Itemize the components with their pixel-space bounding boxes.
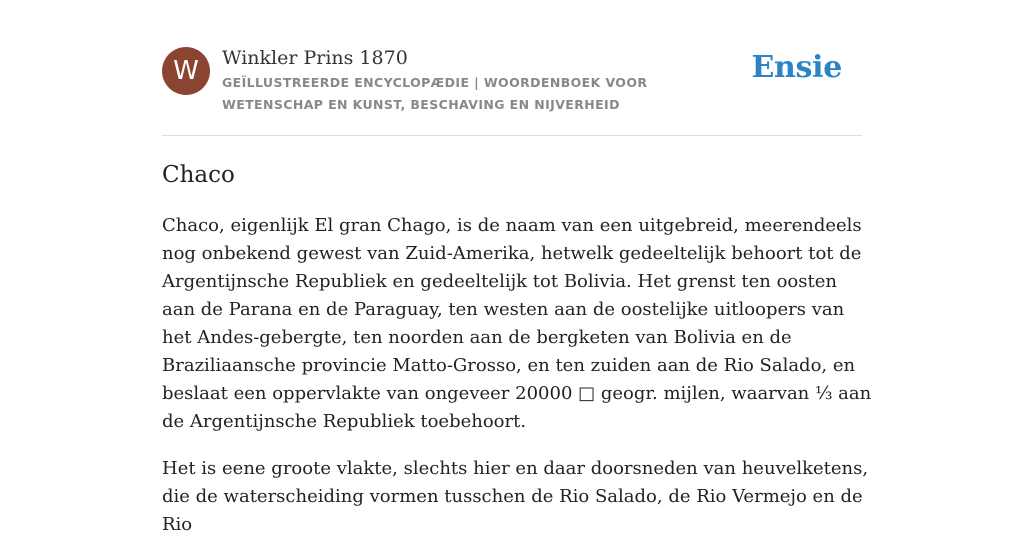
article-paragraph: Chaco, eigenlijk El gran Chago, is de naam van een uitgebreid, meerendeels nog onbekend gewest van Zuid-Amerika, hetwelk gedeeltelijk behoort tot de Argentijnsche Republiek en gedeeltelijk tot Bolivia. Het grenst ten oosten aan de Parana en de Paraguay, ten westen aan de oostelijke uitloopers van het Andes-gebergte, ten noorden aan de bergketen van Bolivia en de Braziliaansche provincie Matto-Grosso, en ten zuiden aan de Rio Salado, en beslaat een oppervlakte van ongeveer 20000 □ geogr. mijlen, waarvan ⅓ aan de Argentijnsche Republiek toebehoort. bbox=[162, 215, 872, 432]
page-header bbox=[162, 46, 862, 116]
brand-logo[interactable]: Ensie bbox=[751, 50, 842, 85]
source-avatar[interactable]: W bbox=[162, 47, 210, 95]
header-divider bbox=[162, 135, 862, 136]
source-title[interactable]: Winkler Prins 1870 bbox=[222, 47, 408, 69]
article-title: Chaco bbox=[162, 162, 235, 188]
source-subtitle: GEÏLLUSTREERDE ENCYCLOPÆDIE | WOORDENBOEK VOOR WETENSCHAP EN KUNST, BESCHAVING EN NIJVERHEID bbox=[222, 75, 648, 112]
article-paragraph: Het is eene groote vlakte, slechts hier en daar doorsneden van heuvelketens, die de waterscheiding vormen tusschen de Rio Salado, de Rio Vermejo en de Rio bbox=[162, 458, 869, 535]
article-body bbox=[162, 212, 874, 558]
